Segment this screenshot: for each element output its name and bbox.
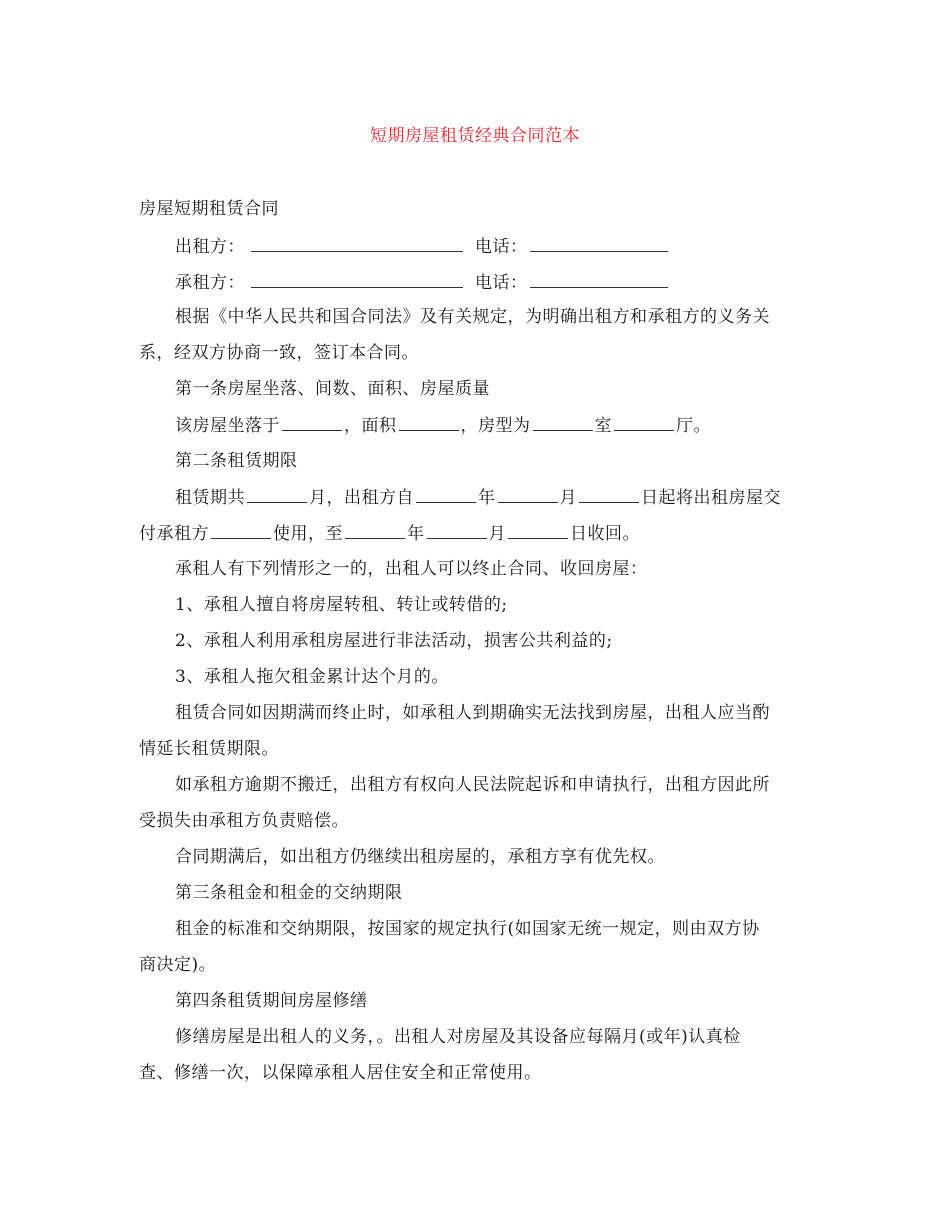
article-2-title: 第二条租赁期限	[175, 451, 298, 471]
rent-line-1: 租金的标准和交纳期限，按国家的规定执行(如国家无统一规定，则由双方协	[175, 919, 760, 939]
location-blank	[282, 413, 342, 431]
month-text: 月	[559, 488, 577, 508]
end-year-blank	[345, 521, 405, 539]
contract-subtitle: 房屋短期租赁合同	[139, 199, 279, 219]
hall-blank	[614, 413, 674, 431]
article-2-line-2	[139, 521, 815, 546]
until-text: 使用，至	[273, 524, 343, 544]
end-day-text: 日收回。	[570, 524, 640, 544]
document-title: 短期房屋租赁经典合同范本	[370, 126, 580, 146]
deliver-text: 付承租方	[139, 524, 209, 544]
article-2-line-1	[139, 485, 851, 510]
area-text: ，面积	[344, 416, 397, 436]
area-blank	[399, 413, 459, 431]
overdue-line-1: 如承租方逾期不搬迁，出租方有权向人民法院起诉和申请执行，出租方因此所	[175, 775, 770, 795]
term-months-blank	[247, 485, 307, 503]
end-day-blank	[508, 521, 568, 539]
lessee-line	[139, 270, 851, 295]
article-1-location-line	[139, 413, 851, 438]
repair-line-2: 查、修缮一次，以保障承租人居住安全和正常使用。	[139, 1063, 542, 1083]
terminate-paragraph: 承租人有下列情形之一的，出租人可以终止合同、收回房屋：	[175, 559, 648, 579]
lessor-phone-label: 电话：	[475, 237, 528, 257]
overdue-line-2: 受损失由承租方负责赔偿。	[139, 811, 349, 831]
location-text: 该房屋坐落于	[175, 416, 280, 436]
priority-paragraph: 合同期满后，如出租方仍继续出租房屋的，承租方享有优先权。	[175, 847, 665, 867]
start-text: 月，出租方自	[309, 488, 414, 508]
lessee-phone-label: 电话：	[475, 273, 528, 293]
extend-line-2: 情延长租赁期限。	[139, 739, 279, 759]
rent-line-2: 商决定)。	[139, 955, 217, 975]
hall-text: 厅。	[676, 416, 711, 436]
day-text: 日起将出租房屋交	[641, 488, 781, 508]
room-blank	[533, 413, 593, 431]
lessor-phone-blank	[530, 234, 668, 252]
lessor-label: 出租方：	[175, 237, 245, 257]
layout-text: ，房型为	[460, 416, 531, 436]
end-year-text: 年	[407, 524, 425, 544]
extend-line-1: 租赁合同如因期满而终止时，如承租人到期确实无法找到房屋，出租人应当酌	[175, 703, 770, 723]
lessee-label: 承租方：	[175, 273, 245, 293]
end-month-text: 月	[488, 524, 506, 544]
article-4-title: 第四条租赁期间房屋修缮	[175, 991, 368, 1011]
lessor-line	[139, 234, 851, 259]
end-month-blank	[427, 521, 487, 539]
repair-line-1: 修缮房屋是出租人的义务，。出租人对房屋及其设备应每隔月(或年)认真检	[175, 1027, 741, 1047]
article-3-title: 第三条租金和租金的交纳期限	[175, 883, 403, 903]
lessee-phone-blank	[530, 270, 668, 288]
room-text: 室	[594, 416, 612, 436]
start-month-blank	[498, 485, 558, 503]
terminate-item-2: 2、承租人利用承租房屋进行非法活动，损害公共利益的;	[175, 631, 613, 651]
terminate-item-1: 1、承租人擅自将房屋转租、转让或转借的;	[175, 595, 508, 615]
article-1-title: 第一条房屋坐落、间数、面积、房屋质量	[175, 379, 490, 399]
intro-line-1: 根据《中华人民共和国合同法》及有关规定，为明确出租方和承租方的义务关	[175, 307, 770, 327]
start-year-blank	[416, 485, 476, 503]
start-day-blank	[579, 485, 639, 503]
year-text: 年	[478, 488, 496, 508]
lessee-name-blank	[251, 270, 463, 288]
intro-line-2: 系，经双方协商一致，签订本合同。	[139, 343, 419, 363]
lessor-name-blank	[251, 234, 463, 252]
lessee-use-blank	[211, 521, 271, 539]
terminate-item-3: 3、承租人拖欠租金累计达个月的。	[175, 667, 449, 687]
term-text: 租赁期共	[175, 488, 245, 508]
